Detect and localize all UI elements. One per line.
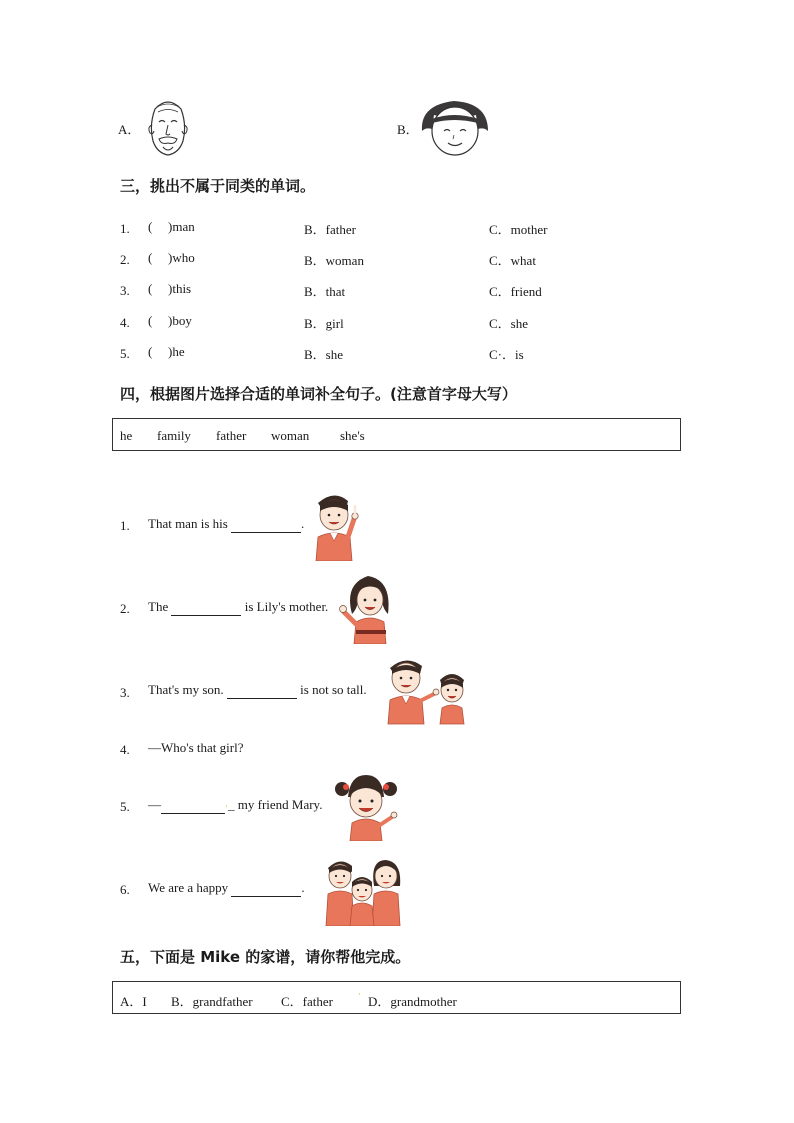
answer-blank[interactable]	[171, 599, 241, 616]
sentence-6: We are a happy .	[148, 880, 305, 895]
word-bank-item: he	[120, 428, 133, 443]
answer-blank[interactable]	[161, 797, 225, 814]
item-number: 2.	[120, 601, 130, 616]
option-c: C．what	[489, 253, 536, 268]
item-number: 5.	[120, 346, 130, 361]
option-b-label: B．	[397, 122, 419, 137]
option-c: C．friend	[489, 284, 542, 299]
option-c: C·．is	[489, 347, 524, 362]
item-number: 1.	[120, 221, 130, 236]
option-d: D．grandmother	[368, 994, 457, 1009]
item-number: 4.	[120, 742, 130, 757]
option-b: B．that	[304, 284, 346, 299]
option-b: B．girl	[304, 316, 344, 331]
sentence-2: The is Lily's mother.	[148, 599, 329, 614]
option-a: )boy	[168, 313, 192, 328]
option-c: C．she	[489, 316, 529, 331]
word-bank-item: she's	[340, 428, 365, 443]
word-bank-box	[112, 418, 681, 451]
answer-blank[interactable]	[231, 880, 301, 897]
item-number: 2.	[120, 252, 130, 267]
word-bank-item: family	[157, 428, 191, 443]
word-bank-item: woman	[271, 428, 310, 443]
option-a: )man	[168, 219, 195, 234]
sentence-1: That man is his .	[148, 516, 305, 531]
sentence-3: That's my son. is not so tall.	[148, 682, 367, 697]
item-number: 1.	[120, 518, 130, 533]
orange-dot: ·	[225, 801, 228, 811]
option-b: B．father	[304, 222, 356, 237]
option-b: B．woman	[304, 253, 364, 268]
option-b: B．she	[304, 347, 344, 362]
options-box	[112, 981, 681, 1014]
mother-waving-icon	[338, 572, 396, 644]
option-a: )who	[168, 250, 195, 265]
answer-paren[interactable]: (	[148, 313, 153, 328]
list-item	[120, 221, 130, 237]
item-number: 3.	[120, 685, 130, 700]
father-pointing-icon	[308, 489, 364, 561]
item-number: 6.	[120, 882, 130, 897]
section5-title: 五，下面是 Mike 的家谱，请你帮他完成。	[120, 948, 411, 966]
answer-paren[interactable]: (	[148, 344, 153, 359]
girl-pigtails-icon	[332, 771, 400, 841]
item-number: 4.	[120, 315, 130, 330]
option-a-label: A．	[118, 122, 141, 137]
option-b: B．grandfather	[171, 994, 253, 1009]
section3-title: 三，挑出不属于同类的单词。	[120, 177, 316, 195]
orange-dot: ·	[358, 989, 361, 999]
option-a: A．I	[120, 994, 147, 1009]
answer-paren[interactable]: (	[148, 219, 153, 234]
happy-family-icon	[324, 856, 404, 926]
section4-title: 四，根据图片选择合适的单词补全句子。(注意首字母大写）	[120, 385, 517, 403]
sentence-4: —Who's that girl?	[148, 740, 244, 755]
item-number: 5.	[120, 799, 130, 814]
answer-blank[interactable]	[231, 516, 301, 533]
father-and-son-icon	[386, 654, 470, 726]
option-a: )he	[168, 344, 185, 359]
old-man-face-icon	[141, 97, 195, 157]
answer-paren[interactable]: (	[148, 250, 153, 265]
answer-blank[interactable]	[227, 682, 297, 699]
option-c: C．mother	[489, 222, 548, 237]
option-a: )this	[168, 281, 192, 296]
item-number: 3.	[120, 283, 130, 298]
answer-paren[interactable]: (	[148, 281, 153, 296]
word-bank-item: father	[216, 428, 247, 443]
option-c: C．father	[281, 994, 333, 1009]
girl-face-icon	[418, 97, 492, 159]
sentence-5: — ·_ my friend Mary.	[148, 797, 323, 812]
